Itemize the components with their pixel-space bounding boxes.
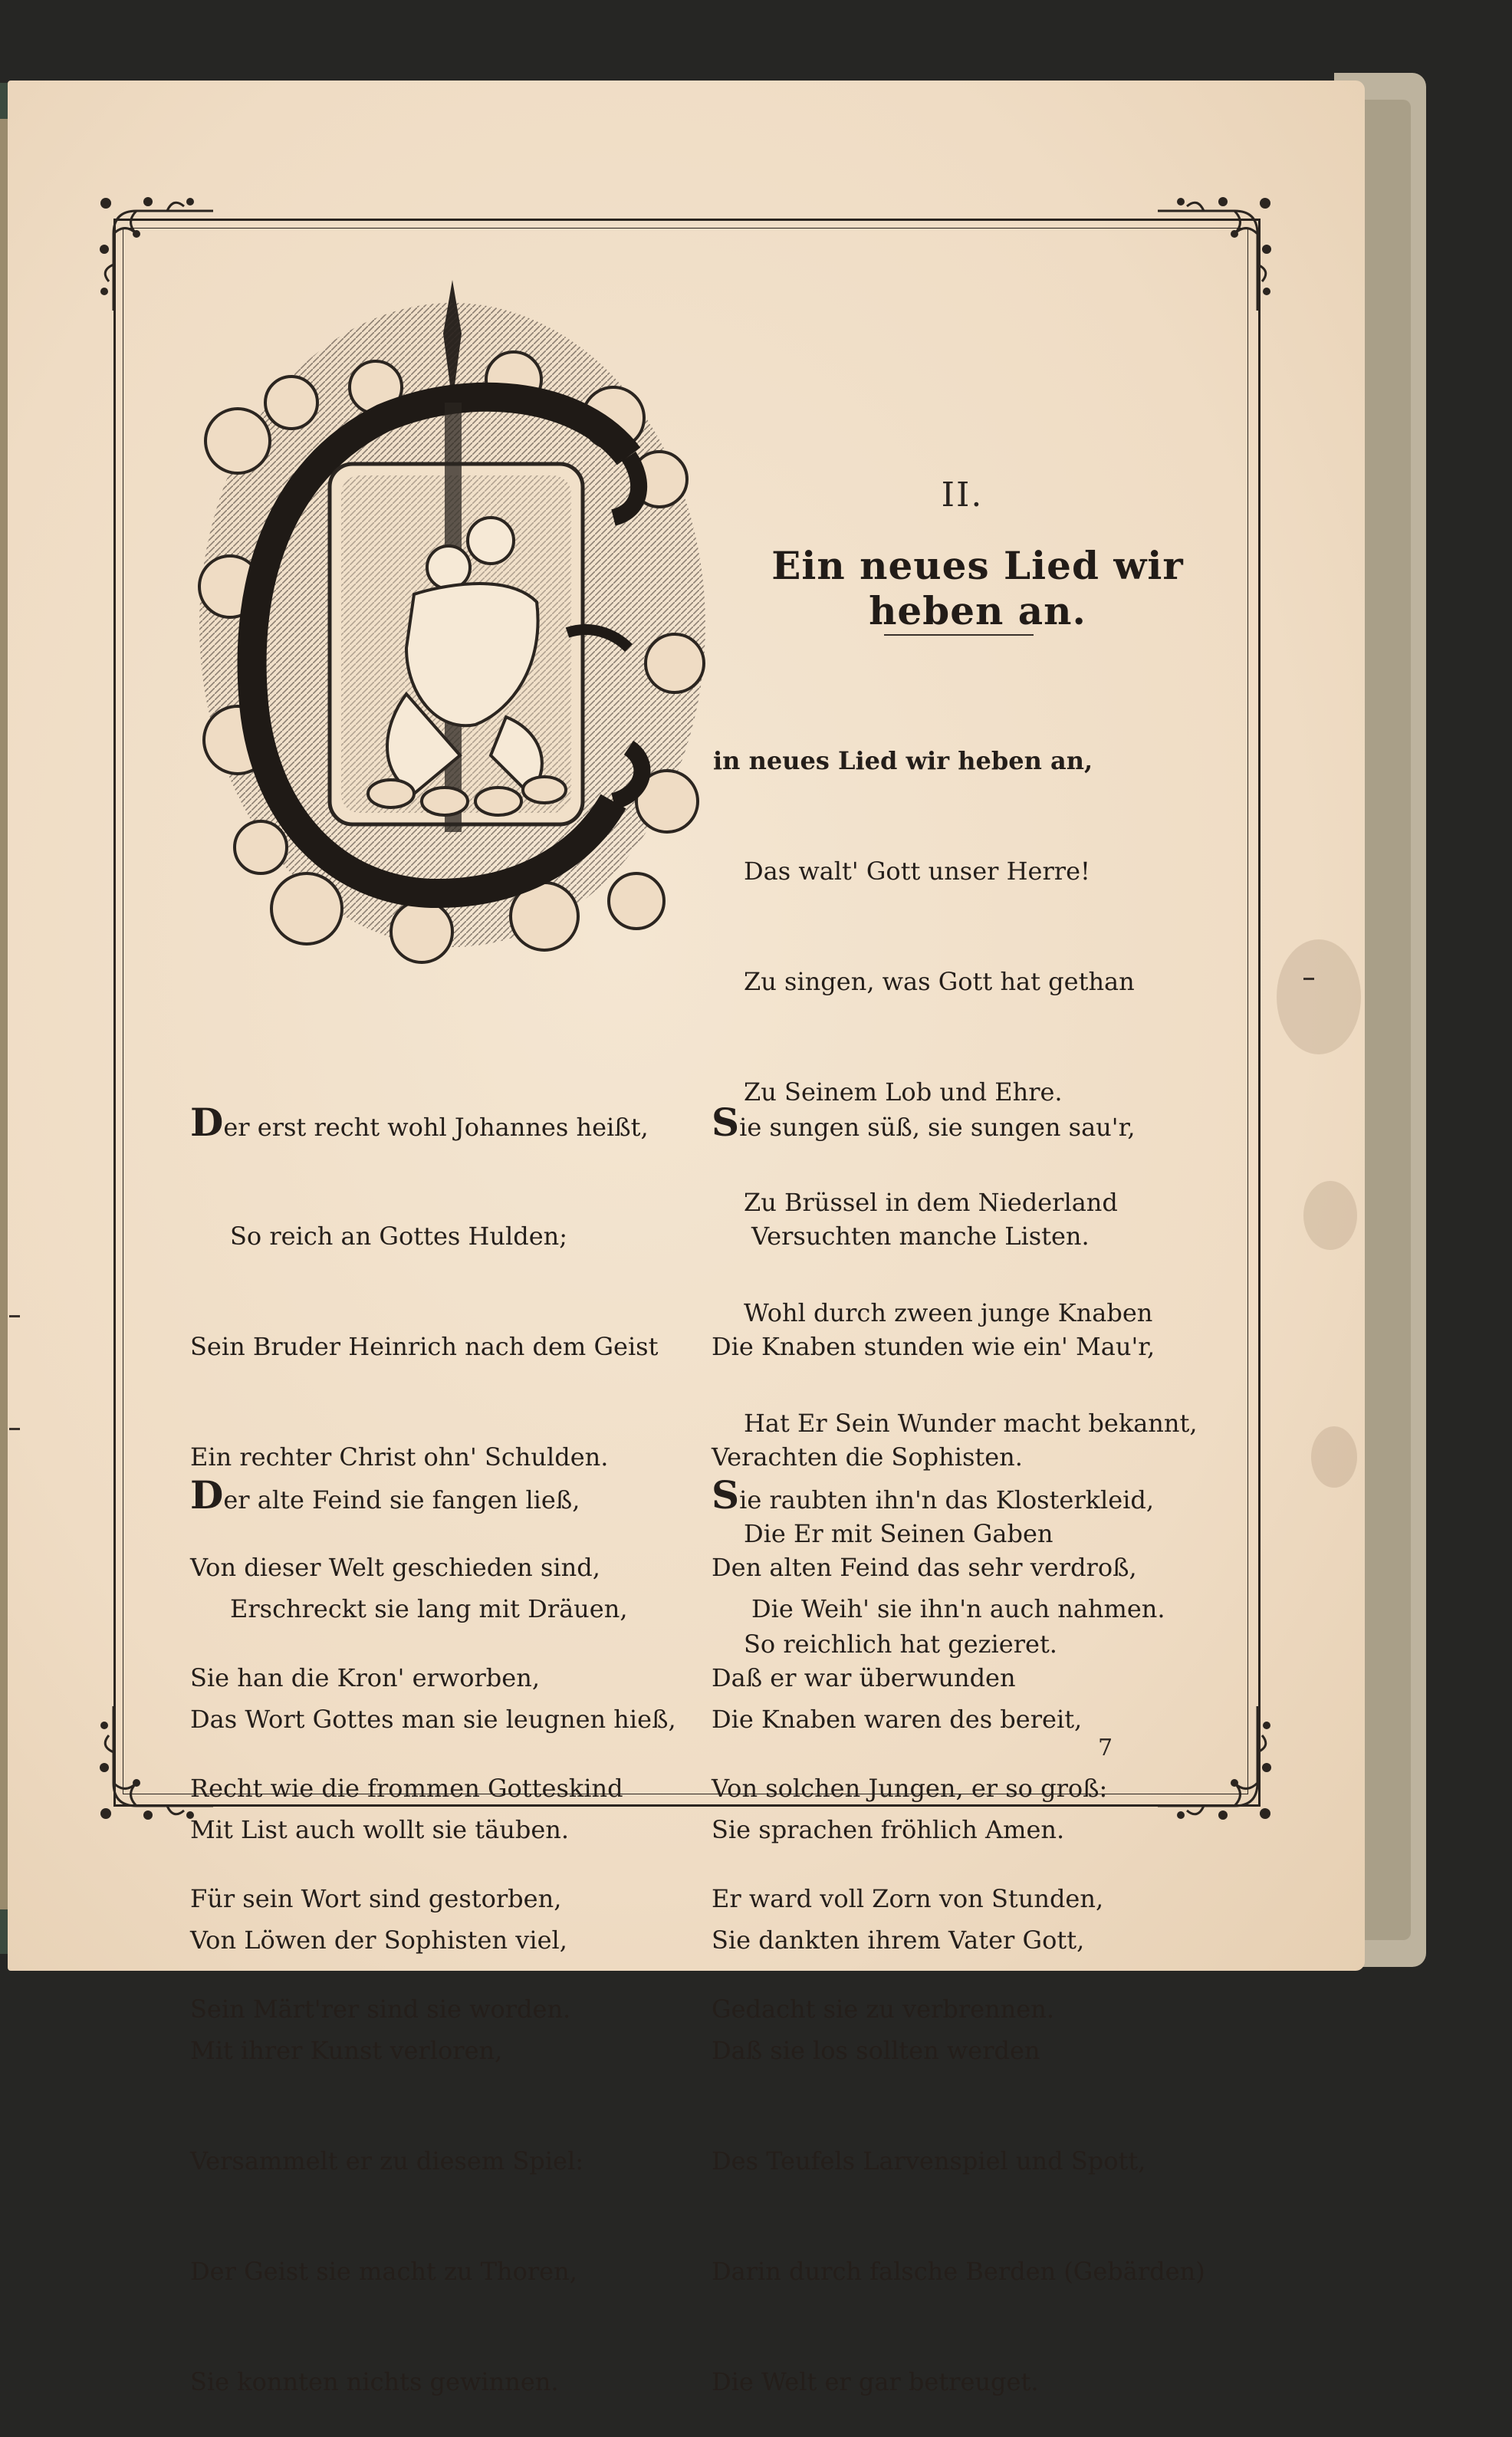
verse-line: ie raubten ihn'n das Klosterkleid, [739,1485,1155,1514]
verse-line: Ein rechter Christ ohn' Schulden. [190,1442,609,1472]
illuminated-letter-e-icon [184,265,721,970]
title-divider [884,634,1034,636]
verse-line: Versammelt er zu diesem Spiel: [190,2146,583,2176]
verse-line: er erst recht wohl Johannes heißt, [223,1113,649,1142]
verse-line: Zu Seinem Lob und Ehre. [744,1077,1063,1107]
verse-line: Die Welt er gar betreuget. [712,2367,1039,2396]
verse-line: Sein Bruder Heinrich nach dem Geist [190,1332,659,1361]
verse-line: Gedacht sie zu verbrennen. [712,1995,1054,2024]
stanza-4 [712,1406,1205,2437]
verse-line: Die Knaben stunden wie ein' Mau'r, [712,1332,1155,1361]
poem-title: Ein neues Lied wir heben an. [771,543,1184,633]
verse-line: Die Knaben waren des bereit, [712,1705,1083,1734]
stanza-initial: D [190,1472,224,1518]
verse-line: Zu Brüssel in dem Niederland [744,1188,1118,1217]
verse-line: Mit ihrer Kunst verloren, [190,2036,503,2065]
paper-stain [1311,1426,1357,1488]
stanza-3 [190,1406,676,2437]
margin-tick [9,1315,20,1317]
verse-line: Die Weih' sie ihn'n auch nahmen. [751,1594,1165,1623]
verse-line: Erschreckt sie lang mit Dräuen, [230,1594,628,1623]
paper-stain [1303,1181,1357,1250]
margin-tick [9,1428,20,1430]
stanza-initial: D [190,1100,224,1145]
verse-line: Sie han die Kron' erworben, [190,1663,540,1692]
verse-line: Den alten Feind das sehr verdroß, [712,1553,1137,1582]
verse-line: Er ward voll Zorn von Stunden, [712,1884,1104,1913]
verse-line: Daß sie los sollten werden [712,2036,1040,2065]
verse-line: Das Wort Gottes man sie leugnen hieß, [190,1705,676,1734]
verse-line: So reich an Gottes Hulden; [230,1222,568,1251]
verse-line: Der Geist sie macht zu Thoren, [190,2257,577,2286]
corner-ornament-top-right [1150,188,1280,318]
verse-line: Sie dankten ihrem Vater Gott, [712,1926,1085,1955]
stanza-initial: S [712,1472,740,1518]
stanza-initial: S [712,1100,740,1145]
verse-line: Sie sprachen fröhlich Amen. [712,1815,1065,1844]
verse-line: in neues Lied wir heben an, [713,746,1093,775]
verse-line: Von Löwen der Sophisten viel, [190,1926,567,1955]
verse-line: Sein Märt'rer sind sie worden. [190,1995,571,2024]
verse-line: Des Teufels Larvenspiel und Spott, [712,2146,1146,2176]
verse-line: Verachten die Sophisten. [712,1442,1023,1472]
verse-line: er alte Feind sie fangen ließ, [223,1485,580,1514]
verse-line: Mit List auch wollt sie täuben. [190,1815,570,1844]
verse-line: Sie konnten nichts gewinnen. [190,2367,559,2396]
verse-line: Die Er mit Seinen Gaben [744,1519,1053,1548]
verse-line: So reichlich hat gezieret. [744,1630,1057,1659]
verse-line: Wohl durch zween junge Knaben [744,1298,1153,1327]
floral-flourish-icon [1150,188,1280,318]
paper-stain [1277,939,1361,1054]
verse-line: Für sein Wort sind gestorben, [190,1884,562,1913]
verse-line: Recht wie die frommen Gotteskind [190,1774,623,1803]
verse-line: Daß er war überwunden [712,1663,1016,1692]
verse-line: Von solchen Jungen, er so groß: [712,1774,1108,1803]
verse-line: Das walt' Gott unser Herre! [744,857,1090,886]
chapter-numeral: II. [941,475,984,515]
margin-tick [1303,978,1314,980]
verse-line: ie sungen süß, sie sungen sau'r, [739,1113,1136,1142]
verse-line: Von dieser Welt geschieden sind, [190,1553,600,1582]
verse-line: Darin durch falsche Berden (Gebärden) [712,2257,1205,2286]
verse-line: Hat Er Sein Wunder macht bekannt, [744,1409,1198,1438]
verse-line: Zu singen, was Gott hat gethan [744,967,1135,996]
ornamental-initial-illustration [184,265,721,970]
page-number: 7 [1098,1735,1113,1761]
verse-line: Versuchten manche Listen. [751,1222,1090,1251]
